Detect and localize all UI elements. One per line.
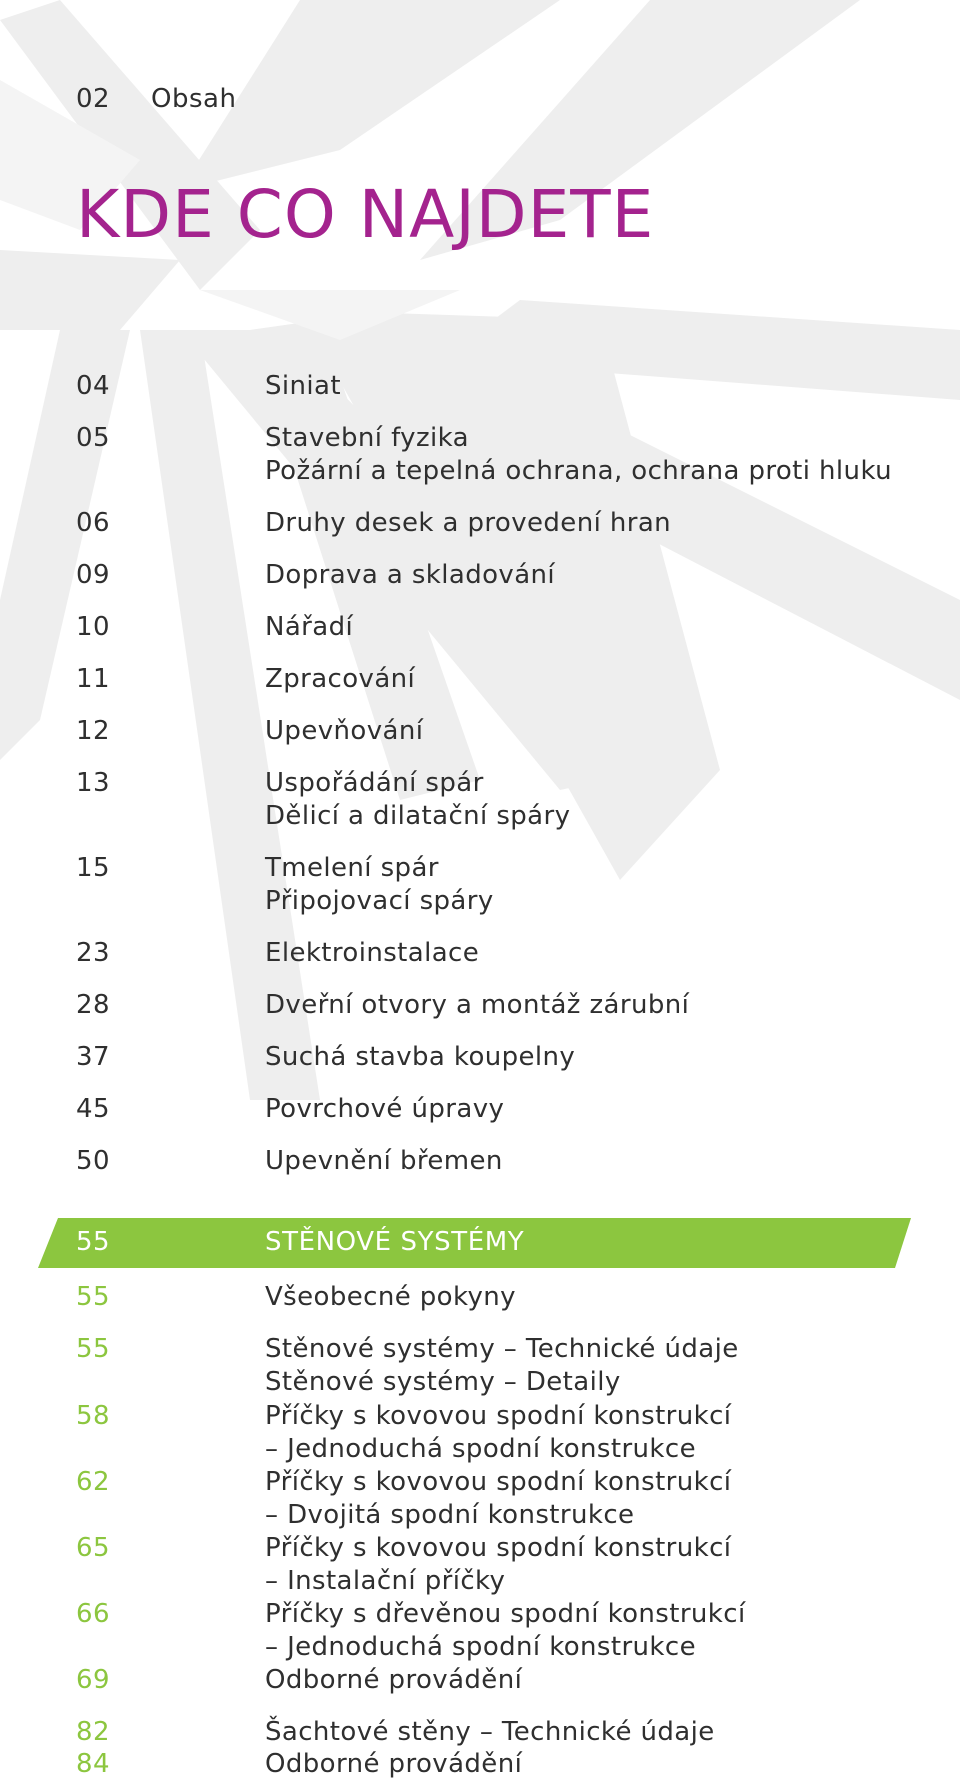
toc-entry-line: Uspořádání spár [265,768,484,798]
toc-entry-title [265,1333,739,1399]
toc-entry-page: 04 [76,371,110,401]
toc-entry-page: 62 [76,1467,110,1497]
toc-entry-page: 66 [76,1599,110,1629]
toc-entry-line: Stěnové systémy – Technické údaje [265,1334,739,1364]
toc-entry-page: 11 [76,664,110,694]
toc-entry-page: 28 [76,990,110,1020]
toc-entry-page: 55 [76,1334,110,1364]
toc-entry-line: Doprava a skladování [265,560,556,590]
toc-entry-line: Příčky s kovovou spodní konstrukcí [265,1467,732,1497]
toc-entry-line: Připojovací spáry [265,886,494,916]
toc-entry-page: 84 [76,1749,110,1779]
toc-entry-line: Stěnové systémy – Detaily [265,1367,621,1397]
toc-entry-title [265,1532,731,1598]
toc-entry-page: 12 [76,716,110,746]
toc-entry-line: Povrchové úpravy [265,1094,505,1124]
toc-entry-title [265,715,423,748]
toc-entry-page: 58 [76,1401,110,1431]
toc-entry-line: Požární a tepelná ochrana, ochrana proti hluku [265,456,892,486]
toc-entry-line: Zpracování [265,664,416,694]
toc-entry-title [265,1664,522,1697]
toc-entry-line: – Jednoduchá spodní konstrukce [265,1632,696,1662]
toc-entry-page: 37 [76,1042,110,1072]
section-banner[interactable] [0,1218,960,1268]
toc-entry-title [265,370,341,403]
toc-entry-line: – Dvojitá spodní konstrukce [265,1500,635,1530]
toc-entry-line: Všeobecné pokyny [265,1282,516,1312]
toc-entry-line: Odborné provádění [265,1665,523,1695]
toc-entry-title [265,663,415,696]
toc-entry-line: Šachtové stěny – Technické údaje [265,1717,715,1747]
toc-entry-page: 23 [76,938,110,968]
toc-entry-page: 15 [76,853,110,883]
toc-entry-page: 13 [76,768,110,798]
section-banner-label: STĚNOVÉ SYSTÉMY [265,1227,525,1257]
toc-entry-title [265,937,479,970]
section-name: Obsah [151,84,237,114]
toc-entry-page: 45 [76,1094,110,1124]
toc-entry-title [265,422,892,488]
toc-entry-page: 82 [76,1717,110,1747]
toc-entry-title [265,611,353,644]
toc-entry-line: Dveřní otvory a montáž zárubní [265,990,690,1020]
toc-entry-line: Druhy desek a provedení hran [265,508,672,538]
toc-entry-title [265,1748,522,1781]
toc-entry-line: Odborné provádění [265,1749,523,1779]
toc-entry-line: Tmelení spár [265,853,439,883]
toc-entry-line: – Instalační příčky [265,1566,506,1596]
toc-entry-title [265,852,494,918]
toc-entry-line: Dělicí a dilatační spáry [265,801,571,831]
toc-entry-title [265,767,570,833]
toc-entry-page: 69 [76,1665,110,1695]
toc-entry-line: Příčky s kovovou spodní konstrukcí [265,1401,732,1431]
toc-entry-page: 65 [76,1533,110,1563]
toc-entry-line: Upevnění břemen [265,1146,503,1176]
toc-entry-line: Příčky s kovovou spodní konstrukcí [265,1533,732,1563]
toc-entry-title [265,1400,731,1466]
toc-entry-page: 05 [76,423,110,453]
toc-entry-line: Příčky s dřevěnou spodní konstrukcí [265,1599,746,1629]
toc-entry-page: 55 [76,1282,110,1312]
toc-entry-line: Suchá stavba koupelny [265,1042,576,1072]
toc-entry-line: Upevňování [265,716,424,746]
toc-entry-title [265,1041,575,1074]
toc-entry-title [265,989,689,1022]
toc-entry-title [265,1281,516,1314]
toc-entry-title [265,1716,715,1749]
page-title: KDE CO NAJDETE [76,176,655,253]
toc-entry-title [265,1598,746,1664]
toc-entry-line: – Jednoduchá spodní konstrukce [265,1434,696,1464]
toc-entry-title [265,1145,503,1178]
toc-entry-line: Elektroinstalace [265,938,480,968]
toc-entry-page: 09 [76,560,110,590]
toc-entry-title [265,507,671,540]
page-number: 02 [76,84,111,114]
page-header [76,84,236,114]
toc-entry-line: Siniat [265,371,341,401]
toc-entry-title [265,1093,504,1126]
toc-entry-title [265,559,555,592]
toc-entry-title [265,1466,731,1532]
toc-entry-line: Nářadí [265,612,354,642]
toc-entry-page: 10 [76,612,110,642]
toc-entry-page: 06 [76,508,110,538]
toc-entry-page: 50 [76,1146,110,1176]
toc-entry-line: Stavební fyzika [265,423,469,453]
section-banner-page: 55 [76,1227,110,1257]
